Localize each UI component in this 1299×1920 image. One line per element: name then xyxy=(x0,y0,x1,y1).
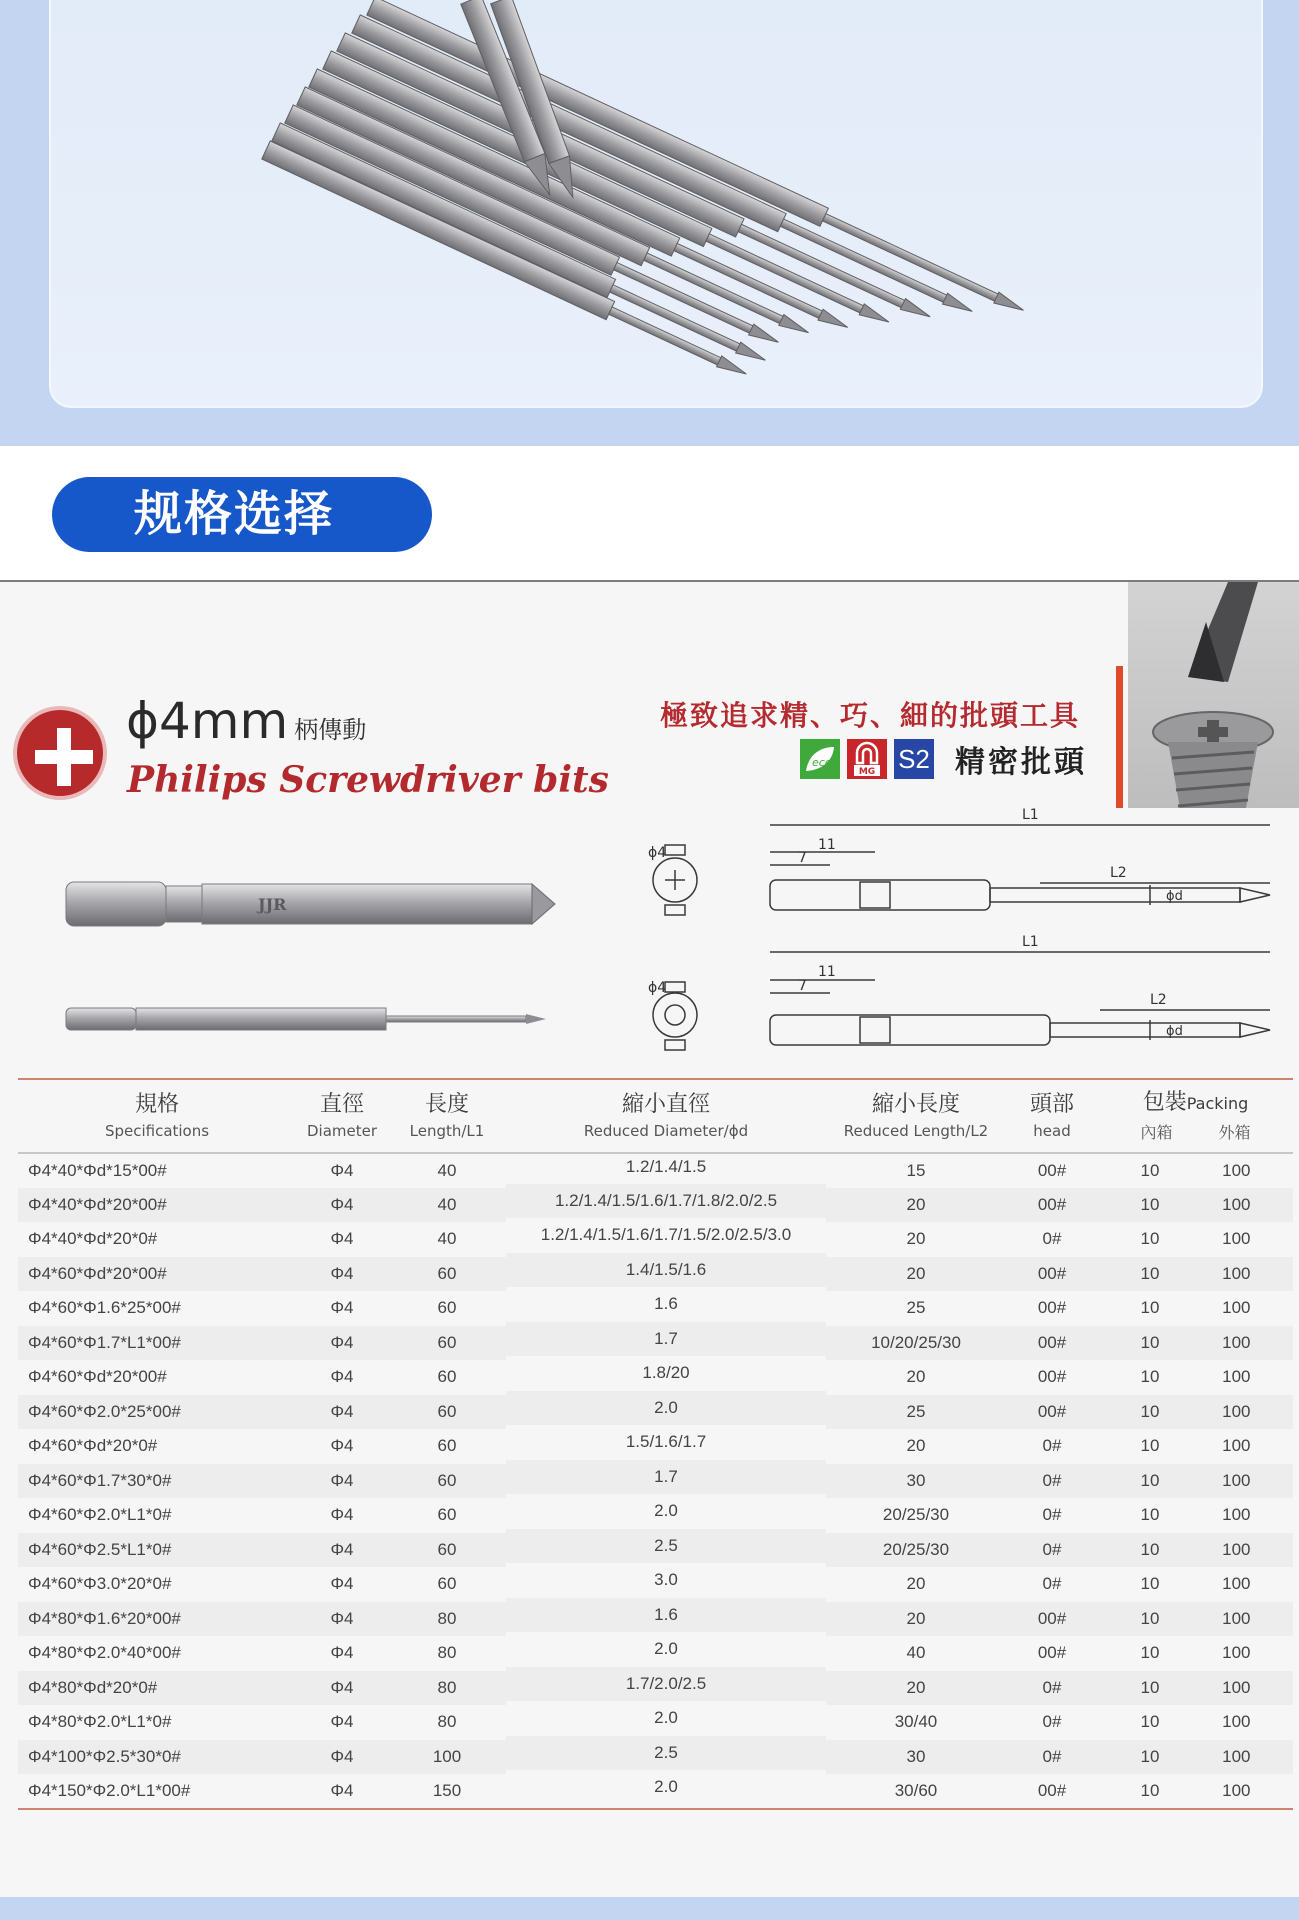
row-diameter: Φ4 xyxy=(330,1160,354,1180)
row-inner-box: 10 xyxy=(1140,1401,1160,1421)
diameter-value: ϕ4mm xyxy=(126,692,289,750)
diameter-title xyxy=(126,692,366,752)
row-spec: Φ4*60*Φd*20*00# xyxy=(28,1367,167,1387)
col-length: 長度 Length/L1 xyxy=(409,1092,485,1140)
row-spec: Φ4*80*Φ2.0*L1*0# xyxy=(28,1712,172,1732)
row-reduced-diameter: 1.2/1.4/1.5/1.6/1.7/1.5/2.0/2.5/3.0 xyxy=(540,1225,792,1245)
row-spec: Φ4*80*Φ2.0*40*00# xyxy=(28,1643,181,1663)
row-packing xyxy=(1098,1188,1293,1223)
col-diameter: 直徑 Diameter xyxy=(306,1092,378,1140)
row-outer-box: 100 xyxy=(1222,1160,1251,1180)
row-reduced-length: 25 xyxy=(906,1298,926,1318)
row-packing xyxy=(1098,1498,1293,1533)
screwdriver-bits-photo xyxy=(51,0,1263,408)
s2-steel-badge: S2 xyxy=(894,739,934,779)
row-reduced-diameter: 2.5 xyxy=(654,1742,678,1762)
accent-bar xyxy=(1116,666,1123,808)
row-packing xyxy=(1098,1533,1293,1568)
row-packing xyxy=(1098,1671,1293,1706)
row-head: 0# xyxy=(1042,1677,1062,1697)
eco-badge-text: eco xyxy=(812,756,832,769)
row-reduced-diameter: 1.5/1.6/1.7 xyxy=(625,1432,707,1452)
row-length: 60 xyxy=(437,1298,457,1318)
row-reduced-diameter: 2.0 xyxy=(654,1397,678,1417)
row-length: 40 xyxy=(437,1229,457,1249)
row-length: 80 xyxy=(437,1677,457,1697)
row-spec: Φ4*60*Φ1.7*30*0# xyxy=(28,1470,172,1490)
row-packing xyxy=(1098,1567,1293,1602)
bottom-band xyxy=(0,1897,1299,1920)
phillips-plus-icon xyxy=(13,706,107,800)
row-length: 60 xyxy=(437,1505,457,1525)
row-diameter: Φ4 xyxy=(330,1574,354,1594)
row-reduced-diameter: 2.0 xyxy=(654,1708,678,1728)
row-head: 00# xyxy=(1037,1160,1067,1180)
row-outer-box: 100 xyxy=(1222,1263,1251,1283)
row-head: 0# xyxy=(1042,1436,1062,1456)
table-row xyxy=(18,1429,1293,1464)
row-spec: Φ4*60*Φ2.0*L1*0# xyxy=(28,1505,172,1525)
row-outer-box: 100 xyxy=(1222,1470,1251,1490)
row-packing xyxy=(1098,1464,1293,1499)
row-head: 0# xyxy=(1042,1229,1062,1249)
hero-band xyxy=(0,0,1299,446)
mg-badge-text: MG xyxy=(858,767,876,777)
row-outer-box: 100 xyxy=(1222,1608,1251,1628)
l2-label: L2 xyxy=(1110,865,1127,881)
table-row xyxy=(18,1602,1293,1637)
row-head: 0# xyxy=(1042,1470,1062,1490)
row-reduced-length: 30 xyxy=(906,1746,926,1766)
row-reduced-length: 20 xyxy=(906,1608,926,1628)
table-row xyxy=(18,1705,1293,1740)
row-reduced-length: 20/25/30 xyxy=(882,1505,950,1525)
row-packing xyxy=(1098,1360,1293,1395)
spec-table xyxy=(18,1078,1293,1810)
row-packing xyxy=(1098,1395,1293,1430)
row-diameter: Φ4 xyxy=(330,1194,354,1214)
row-head: 00# xyxy=(1037,1401,1067,1421)
row-reduced-length: 20 xyxy=(906,1677,926,1697)
bit-product-image-small xyxy=(60,996,560,1056)
row-diameter: Φ4 xyxy=(330,1367,354,1387)
row-diameter: Φ4 xyxy=(330,1332,354,1352)
product-name-en: Philips Screwdriver bits xyxy=(127,759,609,801)
row-reduced-diameter: 1.7/2.0/2.5 xyxy=(625,1673,707,1693)
row-length: 40 xyxy=(437,1194,457,1214)
row-reduced-diameter: 1.4/1.5/1.6 xyxy=(625,1259,707,1279)
row-diameter: Φ4 xyxy=(330,1780,354,1800)
row-length: 60 xyxy=(437,1574,457,1594)
phid-label: ϕd xyxy=(1166,889,1183,904)
row-spec: Φ4*100*Φ2.5*30*0# xyxy=(28,1746,181,1766)
row-outer-box: 100 xyxy=(1222,1332,1251,1352)
row-inner-box: 10 xyxy=(1140,1780,1160,1800)
row-length: 60 xyxy=(437,1470,457,1490)
cert-badges xyxy=(800,738,1087,780)
row-outer-box: 100 xyxy=(1222,1367,1251,1387)
table-row xyxy=(18,1464,1293,1499)
row-diameter: Φ4 xyxy=(330,1263,354,1283)
row-length: 60 xyxy=(437,1332,457,1352)
row-reduced-diameter: 3.0 xyxy=(654,1570,678,1590)
row-inner-box: 10 xyxy=(1140,1263,1160,1283)
row-head: 00# xyxy=(1037,1367,1067,1387)
row-packing xyxy=(1098,1602,1293,1637)
table-row xyxy=(18,1188,1293,1223)
row-outer-box: 100 xyxy=(1222,1746,1251,1766)
row-length: 80 xyxy=(437,1712,457,1732)
dim-11-label-2: 11 xyxy=(818,964,836,980)
row-length: 80 xyxy=(437,1608,457,1628)
row-reduced-diameter: 1.6 xyxy=(654,1294,678,1314)
phid-label-2: ϕd xyxy=(1166,1024,1183,1039)
row-diameter: Φ4 xyxy=(330,1746,354,1766)
row-spec: Φ4*60*Φd*20*00# xyxy=(28,1263,167,1283)
hero-card xyxy=(49,0,1263,408)
bit-product-image-large xyxy=(60,860,560,950)
row-reduced-diameter: 2.0 xyxy=(654,1501,678,1521)
table-row xyxy=(18,1498,1293,1533)
row-reduced-length: 30/40 xyxy=(894,1712,938,1732)
row-spec: Φ4*60*Φ2.0*25*00# xyxy=(28,1401,181,1421)
eco-leaf-icon xyxy=(800,739,840,779)
row-diameter: Φ4 xyxy=(330,1677,354,1697)
table-row xyxy=(18,1222,1293,1257)
row-length: 60 xyxy=(437,1401,457,1421)
row-head: 00# xyxy=(1037,1608,1067,1628)
row-packing xyxy=(1098,1153,1293,1188)
dim-7-label-2: 7 xyxy=(798,978,807,994)
l1-label: L1 xyxy=(1022,807,1039,823)
row-inner-box: 10 xyxy=(1140,1229,1160,1249)
col-packing: 包裝Packing 內箱 外箱 xyxy=(1140,1090,1251,1142)
row-reduced-length: 20 xyxy=(906,1263,926,1283)
row-outer-box: 100 xyxy=(1222,1677,1251,1697)
col-reduced-diameter: 縮小直徑 Reduced Diameter/ϕd xyxy=(583,1092,749,1140)
row-reduced-diameter: 2.0 xyxy=(654,1639,678,1659)
row-diameter: Φ4 xyxy=(330,1470,354,1490)
row-inner-box: 10 xyxy=(1140,1332,1160,1352)
row-reduced-length: 15 xyxy=(906,1160,926,1180)
table-row xyxy=(18,1671,1293,1706)
technical-diagram-lower xyxy=(630,930,1280,1060)
row-reduced-length: 25 xyxy=(906,1401,926,1421)
row-reduced-length: 20 xyxy=(906,1574,926,1594)
row-diameter: Φ4 xyxy=(330,1436,354,1456)
row-outer-box: 100 xyxy=(1222,1194,1251,1214)
row-reduced-diameter: 1.6 xyxy=(654,1604,678,1624)
row-reduced-length: 20 xyxy=(906,1194,926,1214)
row-outer-box: 100 xyxy=(1222,1780,1251,1800)
row-head: 0# xyxy=(1042,1712,1062,1732)
row-head: 0# xyxy=(1042,1574,1062,1594)
table-row xyxy=(18,1740,1293,1775)
row-packing xyxy=(1098,1326,1293,1361)
row-packing xyxy=(1098,1257,1293,1292)
row-outer-box: 100 xyxy=(1222,1505,1251,1525)
row-diameter: Φ4 xyxy=(330,1608,354,1628)
row-head: 0# xyxy=(1042,1746,1062,1766)
row-outer-box: 100 xyxy=(1222,1436,1251,1456)
row-outer-box: 100 xyxy=(1222,1712,1251,1732)
row-spec: Φ4*60*Φ1.6*25*00# xyxy=(28,1298,181,1318)
row-reduced-diameter: 2.0 xyxy=(654,1776,678,1796)
row-diameter: Φ4 xyxy=(330,1229,354,1249)
technical-diagram-upper xyxy=(630,805,1280,935)
row-inner-box: 10 xyxy=(1140,1367,1160,1387)
row-reduced-length: 30 xyxy=(906,1470,926,1490)
row-reduced-length: 20 xyxy=(906,1367,926,1387)
row-reduced-length: 30/60 xyxy=(894,1780,938,1800)
dim-11-label: 11 xyxy=(818,837,836,853)
row-inner-box: 10 xyxy=(1140,1608,1160,1628)
table-row xyxy=(18,1257,1293,1292)
row-inner-box: 10 xyxy=(1140,1712,1160,1732)
row-diameter: Φ4 xyxy=(330,1643,354,1663)
row-inner-box: 10 xyxy=(1140,1436,1160,1456)
row-diameter: Φ4 xyxy=(330,1298,354,1318)
row-inner-box: 10 xyxy=(1140,1746,1160,1766)
row-inner-box: 10 xyxy=(1140,1194,1160,1214)
table-header-row xyxy=(18,1079,1293,1153)
screw-photo xyxy=(1128,582,1299,808)
row-reduced-length: 10/20/25/30 xyxy=(871,1332,961,1352)
row-outer-box: 100 xyxy=(1222,1298,1251,1318)
row-outer-box: 100 xyxy=(1222,1401,1251,1421)
bit-brand-mark: JJR xyxy=(258,895,287,914)
dim-7-label: 7 xyxy=(798,850,807,866)
row-inner-box: 10 xyxy=(1140,1470,1160,1490)
l1-label-2: L1 xyxy=(1022,934,1039,950)
row-reduced-diameter: 1.2/1.4/1.5/1.6/1.7/1.8/2.0/2.5 xyxy=(554,1190,778,1210)
row-reduced-diameter: 1.7 xyxy=(654,1328,678,1348)
row-spec: Φ4*60*Φ1.7*L1*00# xyxy=(28,1332,181,1352)
table-row xyxy=(18,1533,1293,1568)
row-length: 100 xyxy=(432,1746,462,1766)
row-reduced-length: 40 xyxy=(906,1643,926,1663)
row-reduced-length: 20 xyxy=(906,1436,926,1456)
row-packing xyxy=(1098,1291,1293,1326)
row-length: 60 xyxy=(437,1436,457,1456)
col-reduced-length: 縮小長度 Reduced Length/L2 xyxy=(843,1092,989,1140)
row-inner-box: 10 xyxy=(1140,1298,1160,1318)
section-title: 规格选择 xyxy=(52,477,432,552)
row-packing xyxy=(1098,1740,1293,1775)
row-inner-box: 10 xyxy=(1140,1160,1160,1180)
row-inner-box: 10 xyxy=(1140,1505,1160,1525)
row-spec: Φ4*150*Φ2.0*L1*00# xyxy=(28,1780,191,1800)
row-outer-box: 100 xyxy=(1222,1643,1251,1663)
row-length: 60 xyxy=(437,1539,457,1559)
row-outer-box: 100 xyxy=(1222,1574,1251,1594)
row-spec: Φ4*60*Φ3.0*20*0# xyxy=(28,1574,172,1594)
table-row xyxy=(18,1567,1293,1602)
row-head: 00# xyxy=(1037,1298,1067,1318)
row-head: 0# xyxy=(1042,1539,1062,1559)
row-diameter: Φ4 xyxy=(330,1539,354,1559)
table-row xyxy=(18,1636,1293,1671)
row-inner-box: 10 xyxy=(1140,1539,1160,1559)
row-length: 60 xyxy=(437,1367,457,1387)
row-length: 80 xyxy=(437,1643,457,1663)
row-packing xyxy=(1098,1222,1293,1257)
row-inner-box: 10 xyxy=(1140,1677,1160,1697)
row-reduced-length: 20 xyxy=(906,1229,926,1249)
col-spec: 規格 Specifications xyxy=(104,1092,210,1140)
phi4-label-2: ϕ4 xyxy=(648,980,667,996)
row-spec: Φ4*40*Φd*20*0# xyxy=(28,1229,158,1249)
phi4-label: ϕ4 xyxy=(648,845,667,861)
row-reduced-length: 20/25/30 xyxy=(882,1539,950,1559)
row-packing xyxy=(1098,1636,1293,1671)
diameter-drive-label: 柄傳動 xyxy=(294,716,367,744)
row-outer-box: 100 xyxy=(1222,1539,1251,1559)
row-length: 150 xyxy=(432,1780,462,1800)
table-row xyxy=(18,1395,1293,1430)
l2-label-2: L2 xyxy=(1150,992,1167,1008)
row-outer-box: 100 xyxy=(1222,1229,1251,1249)
row-reduced-diameter: 1.7 xyxy=(654,1466,678,1486)
magnet-icon xyxy=(847,739,887,779)
row-head: 00# xyxy=(1037,1780,1067,1800)
row-head: 0# xyxy=(1042,1505,1062,1525)
row-reduced-diameter: 2.5 xyxy=(654,1535,678,1555)
row-spec: Φ4*40*Φd*15*00# xyxy=(28,1160,167,1180)
row-spec: Φ4*40*Φd*20*00# xyxy=(28,1194,167,1214)
row-inner-box: 10 xyxy=(1140,1643,1160,1663)
row-packing xyxy=(1098,1429,1293,1464)
row-inner-box: 10 xyxy=(1140,1574,1160,1594)
row-spec: Φ4*80*Φd*20*0# xyxy=(28,1677,158,1697)
row-head: 00# xyxy=(1037,1263,1067,1283)
table-row xyxy=(18,1326,1293,1361)
row-packing xyxy=(1098,1705,1293,1740)
col-head: 頭部 head xyxy=(1029,1092,1074,1140)
precision-bits-label: 精密批頭 xyxy=(955,745,1087,780)
table-row xyxy=(18,1774,1293,1809)
row-head: 00# xyxy=(1037,1332,1067,1352)
row-spec: Φ4*60*Φ2.5*L1*0# xyxy=(28,1539,172,1559)
row-diameter: Φ4 xyxy=(330,1401,354,1421)
row-length: 40 xyxy=(437,1160,457,1180)
row-head: 00# xyxy=(1037,1643,1067,1663)
table-row xyxy=(18,1153,1293,1188)
spec-table-body xyxy=(18,1153,1293,1809)
row-diameter: Φ4 xyxy=(330,1712,354,1732)
row-spec: Φ4*60*Φd*20*0# xyxy=(28,1436,158,1456)
row-diameter: Φ4 xyxy=(330,1505,354,1525)
table-row xyxy=(18,1291,1293,1326)
row-spec: Φ4*80*Φ1.6*20*00# xyxy=(28,1608,181,1628)
row-reduced-diameter: 1.8/20 xyxy=(642,1363,690,1383)
row-reduced-diameter: 1.2/1.4/1.5 xyxy=(625,1156,707,1176)
row-head: 00# xyxy=(1037,1194,1067,1214)
table-row xyxy=(18,1360,1293,1395)
row-length: 60 xyxy=(437,1263,457,1283)
slogan: 極致追求精、巧、細的批頭工具 xyxy=(660,699,1081,732)
row-packing xyxy=(1098,1774,1293,1809)
